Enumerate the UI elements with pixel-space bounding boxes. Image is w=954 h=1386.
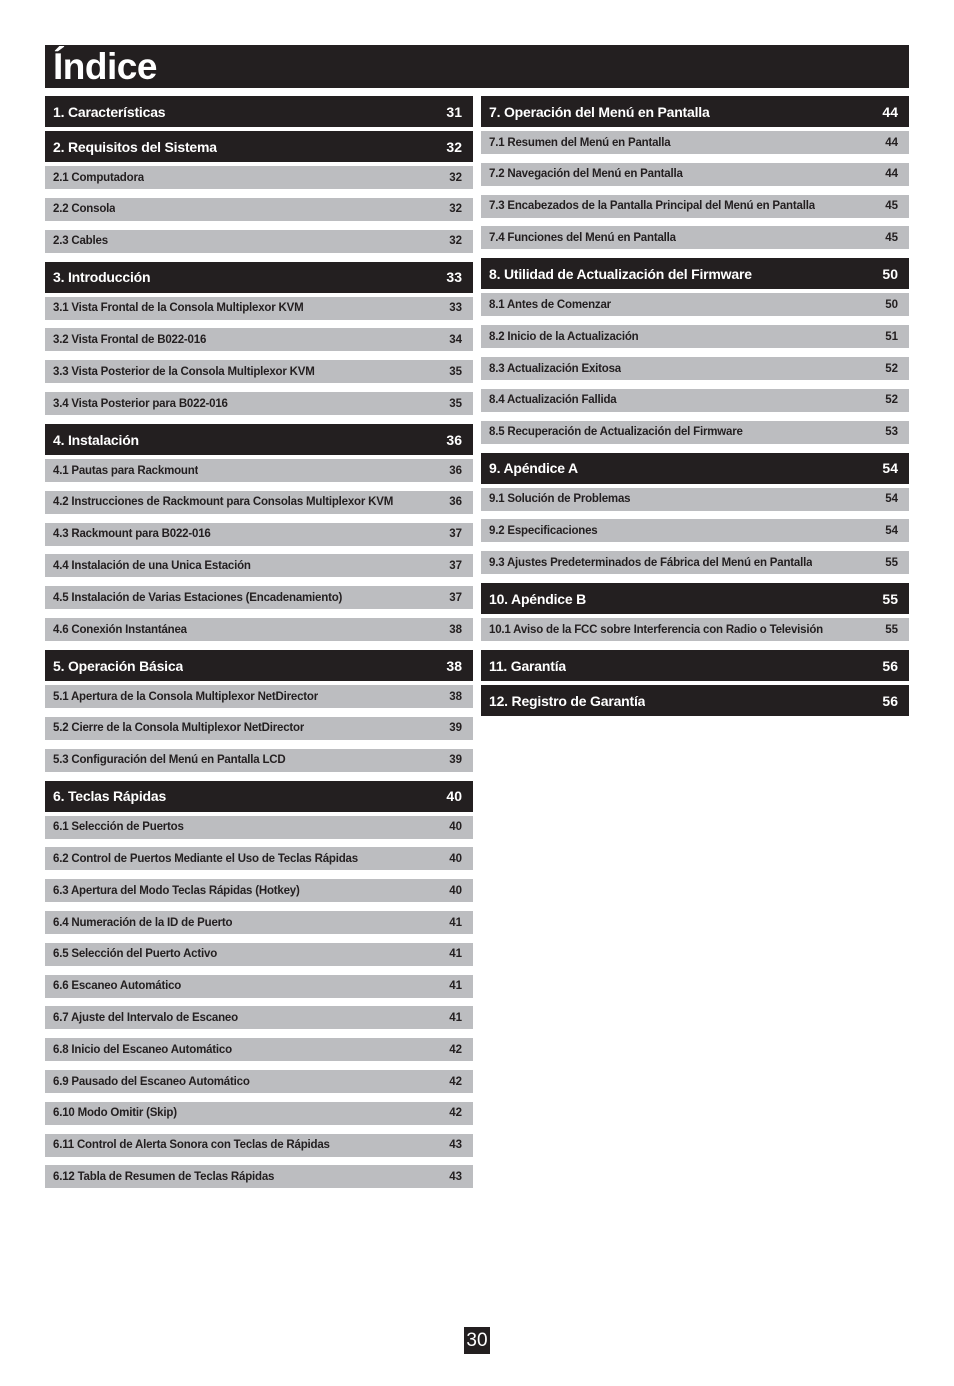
toc-entry-page: 39 (449, 722, 462, 735)
toc-entry-page: 35 (449, 365, 462, 378)
toc-entry-page: 54 (885, 524, 898, 537)
toc-entry-title: 7.1 Resumen del Menú en Pantalla (489, 136, 671, 149)
toc-entry-page: 45 (885, 200, 898, 213)
toc-entry-title: 4.6 Conexión Instantánea (53, 623, 187, 636)
toc-entry-title: 6.8 Inicio del Escaneo Automático (53, 1043, 232, 1056)
toc-section-heading (45, 96, 473, 127)
toc-entry-title: 5.2 Cierre de la Consola Multiplexor NetDirector (53, 722, 305, 735)
toc-subsection-entry (481, 226, 909, 249)
toc-entry-title: 6.3 Apertura del Modo Teclas Rápidas (Hotkey) (53, 884, 300, 897)
toc-subsection-entry (45, 749, 473, 772)
toc-entry-title: 4.2 Instrucciones de Rackmount para Consolas Multiplexor KVM (53, 496, 394, 509)
toc-entry-title: 9.3 Ajustes Predeterminados de Fábrica del Menú en Pantalla (489, 556, 813, 569)
toc-entry-page: 44 (885, 136, 898, 149)
toc-subsection-entry (45, 392, 473, 415)
toc-subsection-entry (481, 163, 909, 186)
toc-entry-title: 7.4 Funciones del Menú en Pantalla (489, 231, 676, 244)
toc-subsection-entry (481, 421, 909, 444)
toc-entry-page: 33 (446, 269, 462, 286)
toc-entry-page: 32 (449, 171, 462, 184)
toc-entry-title: 8.2 Inicio de la Actualización (489, 330, 639, 343)
toc-section-heading (45, 650, 473, 681)
toc-subsection-entry (45, 230, 473, 253)
toc-entry-title: 6.12 Tabla de Resumen de Teclas Rápidas (53, 1170, 275, 1183)
toc-subsection-entry (45, 975, 473, 998)
toc-entry-title: 9. Apéndice A (489, 460, 578, 477)
toc-entry-title: 8.1 Antes de Comenzar (489, 298, 611, 311)
toc-entry-page: 37 (449, 591, 462, 604)
toc-subsection-entry (481, 389, 909, 412)
toc-subsection-entry (45, 816, 473, 839)
toc-section-heading (45, 131, 473, 162)
toc-subsection-entry (45, 166, 473, 189)
toc-entry-page: 55 (885, 556, 898, 569)
toc-subsection-entry (45, 911, 473, 934)
toc-subsection-entry (481, 357, 909, 380)
toc-entry-title: 8.5 Recuperación de Actualización del Firmware (489, 426, 743, 439)
toc-entry-title: 4.4 Instalación de una Única Estación (53, 559, 251, 572)
toc-entry-title: 9.1 Solución de Problemas (489, 493, 631, 506)
toc-entry-page: 38 (449, 623, 462, 636)
toc-entry-title: 7.3 Encabezados de la Pantalla Principal del Menú en Pantalla (489, 200, 815, 213)
toc-entry-page: 36 (446, 431, 462, 448)
toc-entry-title: 3.4 Vista Posterior para B022-016 (53, 397, 228, 410)
toc-entry-page: 40 (449, 821, 462, 834)
toc-entry-page: 52 (885, 362, 898, 375)
toc-subsection-entry (45, 879, 473, 902)
toc-entry-title: 4.5 Instalación de Varias Estaciones (Encadenamiento) (53, 591, 343, 604)
toc-entry-page: 40 (449, 852, 462, 865)
toc-subsection-entry (45, 297, 473, 320)
toc-entry-page: 36 (449, 496, 462, 509)
toc-subsection-entry (45, 1070, 473, 1093)
toc-entry-title: 6.1 Selección de Puertos (53, 821, 184, 834)
toc-entry-title: 6.4 Numeración de la ID de Puerto (53, 916, 233, 929)
toc-section-heading (45, 781, 473, 812)
toc-entry-page: 45 (885, 231, 898, 244)
toc-subsection-entry (45, 523, 473, 546)
toc-entry-page: 53 (885, 426, 898, 439)
toc-section-heading (481, 685, 909, 716)
toc-entry-page: 41 (449, 916, 462, 929)
toc-section-heading (45, 424, 473, 455)
toc-entry-title: 10. Apéndice B (489, 590, 587, 607)
toc-entry-page: 50 (885, 298, 898, 311)
toc-entry-page: 41 (449, 948, 462, 961)
toc-section-heading (481, 453, 909, 484)
toc-entry-page: 32 (449, 203, 462, 216)
toc-entry-title: 5.3 Configuración del Menú en Pantalla LCD (53, 754, 286, 767)
toc-entry-page: 38 (446, 657, 462, 674)
toc-subsection-entry (45, 554, 473, 577)
toc-subsection-entry (45, 1038, 473, 1061)
toc-entry-page: 39 (449, 754, 462, 767)
toc-entry-page: 55 (882, 590, 898, 607)
toc-entry-title: 1. Características (53, 103, 166, 120)
toc-entry-title: 6. Teclas Rápidas (53, 788, 167, 805)
page-title-bar (45, 45, 909, 88)
toc-entry-page: 54 (882, 460, 898, 477)
toc-entry-page: 32 (449, 235, 462, 248)
toc-subsection-entry (45, 360, 473, 383)
toc-entry-title: 2.2 Consola (53, 203, 116, 216)
toc-entry-title: 10.1 Aviso de la FCC sobre Interferencia con Radio o Televisión (489, 623, 823, 636)
toc-entry-title: 9.2 Especificaciones (489, 524, 598, 537)
toc-subsection-entry (45, 943, 473, 966)
toc-entry-page: 40 (446, 788, 462, 805)
toc-entry-page: 38 (449, 690, 462, 703)
toc-entry-page: 41 (449, 1011, 462, 1024)
toc-subsection-entry (481, 618, 909, 641)
toc-subsection-entry (481, 131, 909, 154)
toc-entry-page: 42 (449, 1075, 462, 1088)
toc-entry-title: 5.1 Apertura de la Consola Multiplexor NetDirector (53, 690, 318, 703)
toc-entry-page: 54 (885, 493, 898, 506)
toc-subsection-entry (481, 293, 909, 316)
toc-entry-page: 44 (885, 168, 898, 181)
toc-section-heading (481, 258, 909, 289)
toc-entry-title: 4.3 Rackmount para B022-016 (53, 528, 211, 541)
page-number: 30 (464, 1327, 490, 1354)
toc-subsection-entry (45, 847, 473, 870)
toc-entry-title: 6.6 Escaneo Automático (53, 980, 182, 993)
toc-subsection-entry (45, 717, 473, 740)
toc-entry-title: 3.3 Vista Posterior de la Consola Multiplexor KVM (53, 365, 315, 378)
toc-entry-page: 43 (449, 1139, 462, 1152)
toc-subsection-entry (45, 459, 473, 482)
toc-entry-page: 56 (882, 657, 898, 674)
toc-entry-page: 43 (449, 1170, 462, 1183)
toc-entry-page: 36 (449, 464, 462, 477)
toc-subsection-entry (45, 1102, 473, 1125)
toc-section-heading (45, 262, 473, 293)
toc-entry-page: 42 (449, 1043, 462, 1056)
toc-entry-page: 50 (882, 265, 898, 282)
toc-entry-page: 51 (885, 330, 898, 343)
toc-entry-title: 12. Registro de Garantía (489, 692, 646, 709)
toc-entry-title: 4. Instalación (53, 431, 139, 448)
toc-entry-page: 56 (882, 692, 898, 709)
toc-entry-title: 3. Introducción (53, 269, 151, 286)
toc-section-heading (481, 583, 909, 614)
toc-entry-title: 2.3 Cables (53, 235, 108, 248)
toc-entry-title: 3.1 Vista Frontal de la Consola Multiplexor KVM (53, 302, 304, 315)
page-title: Índice (53, 46, 157, 87)
toc-subsection-entry (45, 328, 473, 351)
toc-entry-page: 31 (446, 103, 462, 120)
toc-entry-title: 6.9 Pausado del Escaneo Automático (53, 1075, 250, 1088)
toc-entry-title: 6.11 Control de Alerta Sonora con Teclas de Rápidas (53, 1139, 330, 1152)
toc-subsection-entry (481, 551, 909, 574)
toc-subsection-entry (45, 685, 473, 708)
toc-entry-page: 37 (449, 528, 462, 541)
toc-entry-title: 8.4 Actualización Fallida (489, 394, 617, 407)
toc-section-heading (481, 96, 909, 127)
toc-entry-title: 5. Operación Básica (53, 657, 184, 674)
toc-entry-title: 6.10 Modo Omitir (Skip) (53, 1107, 177, 1120)
toc-entry-title: 3.2 Vista Frontal de B022-016 (53, 333, 207, 346)
toc-entry-page: 32 (446, 138, 462, 155)
toc-entry-title: 6.7 Ajuste del Intervalo de Escaneo (53, 1011, 238, 1024)
toc-entry-title: 7. Operación del Menú en Pantalla (489, 103, 710, 120)
toc-subsection-entry (45, 586, 473, 609)
toc-entry-title: 4.1 Pautas para Rackmount (53, 464, 199, 477)
toc-subsection-entry (45, 491, 473, 514)
toc-entry-page: 40 (449, 884, 462, 897)
toc-entry-title: 2. Requisitos del Sistema (53, 138, 217, 155)
toc-subsection-entry (481, 488, 909, 511)
toc-entry-page: 35 (449, 397, 462, 410)
toc-subsection-entry (45, 1165, 473, 1188)
toc-subsection-entry (45, 618, 473, 641)
toc-entry-title: 8.3 Actualización Exitosa (489, 362, 621, 375)
toc-entry-title: 7.2 Navegación del Menú en Pantalla (489, 168, 683, 181)
toc-entry-page: 52 (885, 394, 898, 407)
toc-subsection-entry (45, 1006, 473, 1029)
toc-subsection-entry (45, 1134, 473, 1157)
toc-entry-page: 33 (449, 302, 462, 315)
toc-entry-page: 34 (449, 333, 462, 346)
toc-section-heading (481, 650, 909, 681)
toc-entry-page: 37 (449, 559, 462, 572)
toc-entry-title: 6.2 Control de Puertos Mediante el Uso de Teclas Rápidas (53, 852, 358, 865)
toc-entry-title: 8. Utilidad de Actualización del Firmware (489, 265, 752, 282)
toc-entry-page: 44 (882, 103, 898, 120)
toc-subsection-entry (45, 198, 473, 221)
toc-entry-title: 11. Garantía (489, 657, 566, 674)
toc-entry-page: 42 (449, 1107, 462, 1120)
toc-subsection-entry (481, 325, 909, 348)
toc-entry-title: 6.5 Selección del Puerto Activo (53, 948, 218, 961)
toc-entry-page: 55 (885, 623, 898, 636)
toc-entry-page: 41 (449, 980, 462, 993)
toc-subsection-entry (481, 519, 909, 542)
toc-subsection-entry (481, 195, 909, 218)
toc-entry-title: 2.1 Computadora (53, 171, 144, 184)
